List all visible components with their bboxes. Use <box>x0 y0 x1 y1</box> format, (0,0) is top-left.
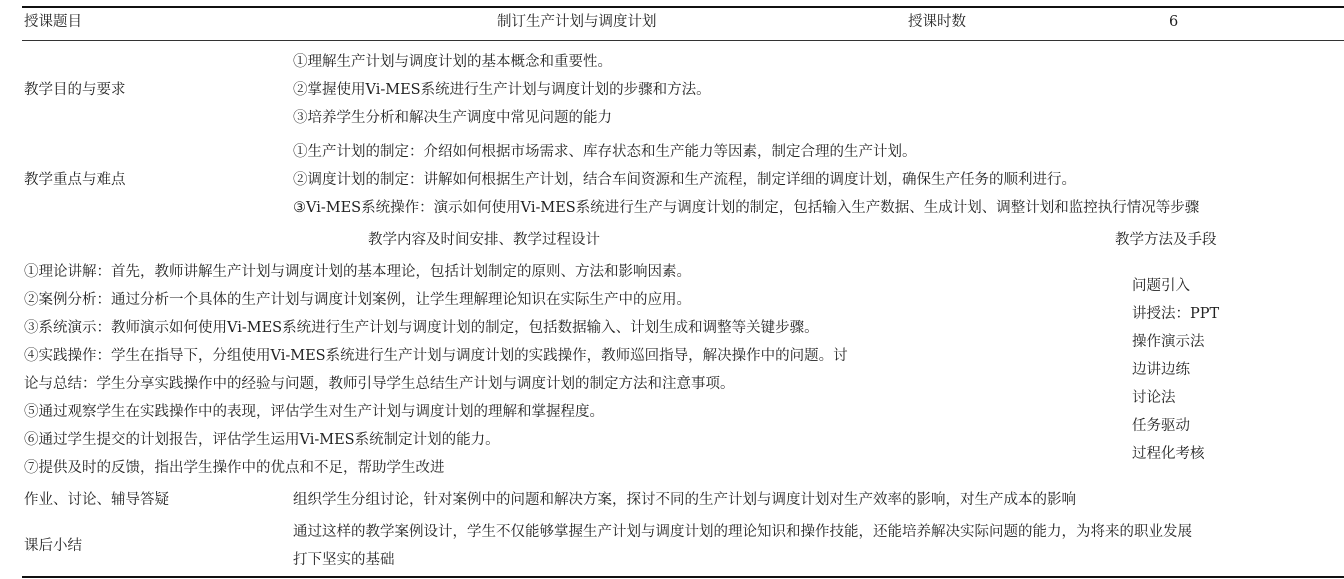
method-item: 讨论法 <box>1132 390 1176 406</box>
objective-item: ③培养学生分析和解决生产调度中常见问题的能力 <box>293 110 612 126</box>
key-point-item: ①生产计划的制定：介绍如何根据市场需求、库存状态和生产能力等因素，制定合理的生产计划。 <box>293 144 917 160</box>
objective-item: ①理解生产计划与调度计划的基本概念和重要性。 <box>293 54 612 70</box>
method-item: 讲授法：PPT <box>1132 306 1220 322</box>
content-line: ②案例分析：通过分析一个具体的生产计划与调度计划案例，让学生理解理论知识在实际生产中的应用。 <box>24 292 691 308</box>
homework-text: 组织学生分组讨论，针对案例中的问题和解决方案，探讨不同的生产计划与调度计划对生产效率的影响，对生产成本的影响 <box>293 492 1076 508</box>
header-bottom-rule <box>22 40 1344 41</box>
methods-header: 教学方法及手段 <box>1115 232 1217 248</box>
content-header: 教学内容及时间安排、教学过程设计 <box>368 232 600 248</box>
summary-label: 课后小结 <box>24 538 82 554</box>
table-top-rule <box>22 6 1344 8</box>
course-title: 制订生产计划与调度计划 <box>497 14 657 30</box>
content-line: ⑦提供及时的反馈，指出学生操作中的优点和不足，帮助学生改进 <box>24 460 445 476</box>
content-line: 论与总结：学生分享实践操作中的经验与问题，教师引导学生总结生产计划与调度计划的制定方法和注意事项。 <box>24 376 735 392</box>
method-item: 任务驱动 <box>1132 418 1190 434</box>
summary-line: 通过这样的教学案例设计，学生不仅能够掌握生产计划与调度计划的理论知识和操作技能，还能培养解决实际问题的能力，为将来的职业发展 <box>293 524 1192 540</box>
header-label: 授课题目 <box>24 14 82 30</box>
content-line: ⑥通过学生提交的计划报告，评估学生运用Vi-MES系统制定计划的能力。 <box>24 432 500 448</box>
content-line: ③系统演示：教师演示如何使用Vi-MES系统进行生产计划与调度计划的制定，包括数据输入、计划生成和调整等关键步骤。 <box>24 320 819 336</box>
hours-label: 授课时数 <box>908 14 966 30</box>
method-item: 问题引入 <box>1132 278 1190 294</box>
table-bottom-rule <box>22 576 1344 578</box>
objectives-label: 教学目的与要求 <box>24 82 126 98</box>
content-line: ④实践操作：学生在指导下，分组使用Vi-MES系统进行生产计划与调度计划的实践操作，教师巡回指导，解决操作中的问题。讨 <box>24 348 848 364</box>
method-item: 过程化考核 <box>1132 446 1205 462</box>
method-item: 操作演示法 <box>1132 334 1205 350</box>
hours-value: 6 <box>1169 14 1179 30</box>
homework-label: 作业、讨论、辅导答疑 <box>24 492 169 508</box>
objective-item: ②掌握使用Vi-MES系统进行生产计划与调度计划的步骤和方法。 <box>293 82 711 98</box>
key-points-label: 教学重点与难点 <box>24 172 126 188</box>
method-item: 边讲边练 <box>1132 362 1190 378</box>
key-point-item: ②调度计划的制定：讲解如何根据生产计划，结合车间资源和生产流程，制定详细的调度计划，确保生产任务的顺利进行。 <box>293 172 1076 188</box>
content-line: ①理论讲解：首先，教师讲解生产计划与调度计划的基本理论，包括计划制定的原则、方法和影响因素。 <box>24 264 691 280</box>
summary-line: 打下坚实的基础 <box>293 552 395 568</box>
content-line: ⑤通过观察学生在实践操作中的表现，评估学生对生产计划与调度计划的理解和掌握程度。 <box>24 404 604 420</box>
key-point-item: ③Vi-MES系统操作：演示如何使用Vi-MES系统进行生产与调度计划的制定，包括输入生产数据、生成计划、调整计划和监控执行情况等步骤 <box>293 200 1200 216</box>
